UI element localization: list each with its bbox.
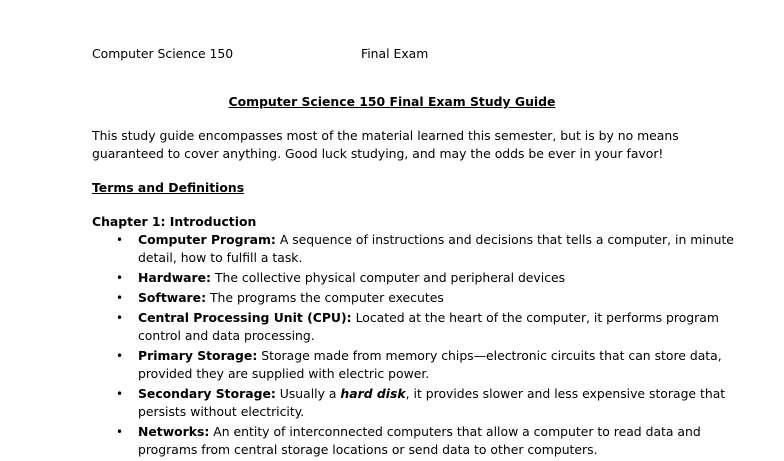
- bullet-icon: •: [116, 425, 124, 439]
- term-line: [138, 231, 734, 249]
- term-definition: A sequence of instructions and decisions that tells a computer, in minute: [275, 232, 734, 247]
- term-line: [138, 289, 698, 307]
- list-item: [0, 309, 719, 345]
- term-line: [138, 309, 719, 327]
- section-heading: Terms and Definitions: [92, 180, 245, 195]
- document-title: Computer Science 150 Final Exam Study Guide: [228, 94, 556, 109]
- term-definition: The collective physical computer and peripheral devices: [211, 270, 566, 285]
- term-name: Networks:: [138, 424, 210, 439]
- term-definition-continued: programs from central storage locations or send data to other computers.: [138, 442, 598, 457]
- chapter-heading: Chapter 1: Introduction: [92, 214, 257, 229]
- term-line: [138, 385, 726, 403]
- term-name: Secondary Storage:: [138, 386, 276, 401]
- term-definition: Located at the heart of the computer, it performs program: [351, 310, 719, 325]
- bullet-icon: •: [116, 387, 124, 401]
- term-name: Computer Program:: [138, 232, 276, 247]
- term-line: [138, 269, 698, 287]
- term-name: Primary Storage:: [138, 348, 258, 363]
- bullet-icon: •: [116, 291, 124, 305]
- bullet-icon: •: [116, 311, 124, 325]
- list-item: [0, 231, 734, 267]
- term-definition: The programs the computer executes: [206, 290, 444, 305]
- intro-line: guaranteed to cover anything. Good luck studying, and may the odds be ever in your favor!: [92, 146, 664, 161]
- term-name: Hardware:: [138, 270, 211, 285]
- list-item: [0, 385, 726, 421]
- term-definition-continued: provided they are supplied with electric power.: [138, 366, 430, 381]
- list-item: [0, 269, 698, 287]
- emphasized-term: hard disk: [340, 386, 406, 401]
- intro-paragraph: [92, 127, 692, 163]
- term-definition: Storage made from memory chips—electronic circuits that can store data,: [257, 348, 722, 363]
- list-item: [0, 423, 701, 459]
- term-name: Central Processing Unit (CPU):: [138, 310, 352, 325]
- term-name: Software:: [138, 290, 207, 305]
- list-item: [0, 347, 722, 383]
- bullet-icon: •: [116, 349, 124, 363]
- header-exam: Final Exam: [361, 46, 429, 61]
- term-definition-continued: persists without electricity.: [138, 404, 305, 419]
- bullet-icon: •: [116, 271, 124, 285]
- term-definition: An entity of interconnected computers that allow a computer to read data and: [209, 424, 701, 439]
- term-definition-continued: control and data processing.: [138, 328, 315, 343]
- term-definition: , it provides slower and less expensive storage that: [405, 386, 726, 401]
- header-course: Computer Science 150: [92, 46, 234, 61]
- term-line: [138, 423, 701, 441]
- term-definition: Usually a: [275, 386, 341, 401]
- intro-line: This study guide encompasses most of the material learned this semester, but is by no means: [92, 128, 679, 143]
- list-item: [0, 289, 698, 307]
- term-list: [0, 231, 784, 461]
- bullet-icon: •: [116, 233, 124, 247]
- term-definition-continued: detail, how to fulfill a task.: [138, 250, 303, 265]
- term-line: [138, 347, 722, 365]
